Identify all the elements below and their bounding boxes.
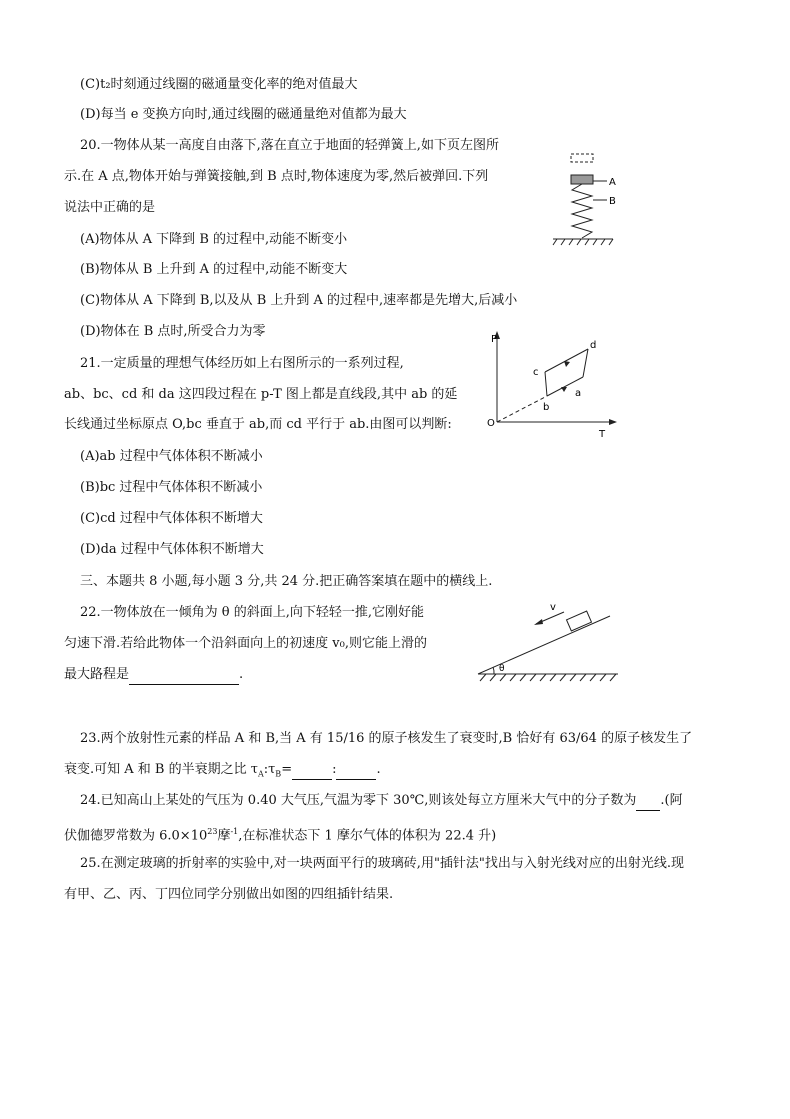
- q20-option-a: (A)物体从 A 下降到 B 的过程中,动能不断变小: [80, 232, 348, 247]
- q20-option-c: (C)物体从 A 下降到 B,以及从 B 上升到 A 的过程中,速率都是先增大,后减小: [80, 293, 518, 308]
- origin-label: O: [487, 418, 495, 429]
- q22-stem-line3: [64, 666, 243, 685]
- segment-cd: [545, 349, 588, 372]
- q25-stem-line1: 25.在测定玻璃的折射率的实验中,对一块两面平行的玻璃砖,用"插针法"找出与入射光线对应的出射光线.现: [80, 856, 685, 871]
- t-axis-arrow-icon: [609, 419, 617, 425]
- object-block: [571, 175, 593, 184]
- avogadro-unit: 摩: [217, 828, 231, 844]
- q22-end: .: [239, 667, 244, 682]
- q21-stem-line3: 长线通过坐标原点 O,bc 垂直于 ab,而 cd 平行于 ab.由图可以判断:: [64, 417, 452, 432]
- tau-b-symbol: :τ: [263, 762, 276, 777]
- q20-stem-line1: 20.一物体从某一高度自由落下,落在直立于地面的轻弹簧上,如下页左图所: [80, 138, 499, 153]
- spring-coil: [572, 184, 592, 238]
- molar-volume-text: ,在标准状态下 1 摩尔气体的体积为 22.4 升): [238, 828, 497, 844]
- q23-stem-text: 衰变.可知 A 和 B 的半衰期之比 τ: [64, 762, 258, 777]
- point-c-label: c: [533, 367, 539, 378]
- q19-option-c: (C)t₂时刻通过线圈的磁通量变化率的绝对值最大: [80, 77, 358, 92]
- block: [567, 611, 592, 631]
- incline-surface: [478, 616, 610, 674]
- label-b: B: [609, 196, 616, 207]
- arrow-cd-icon: [564, 361, 570, 367]
- avogadro-exponent: 23: [207, 827, 218, 836]
- ground-hatch: [553, 239, 613, 245]
- q23-answer-blank-2[interactable]: [336, 761, 376, 780]
- q21-option-d: (D)da 过程中气体体积不断增大: [80, 542, 264, 557]
- q24-stem-line1: [80, 792, 683, 811]
- q25-stem-line2: 有甲、乙、丙、丁四位同学分别做出如图的四组插针结果.: [64, 887, 394, 902]
- q20-option-d: (D)物体在 B 点时,所受合力为零: [80, 324, 266, 339]
- q20-stem-line2: 示.在 A 点,物体开始与弹簧接触,到 B 点时,物体速度为零,然后被弹回.下列: [64, 169, 489, 184]
- t-axis-label: T: [599, 429, 606, 440]
- angle-arc: [493, 667, 494, 674]
- pt-diagram: [485, 328, 620, 443]
- drop-position-box: [571, 154, 593, 162]
- velocity-arrow-icon: [534, 619, 543, 625]
- q22-stem-line1: 22.一物体放在一倾角为 θ 的斜面上,向下轻轻一推,它刚好能: [80, 605, 425, 620]
- angle-theta-label: θ: [499, 664, 505, 674]
- label-a: A: [609, 177, 616, 188]
- tau-b-subscript: B: [275, 769, 282, 779]
- equals-sign: =: [281, 762, 293, 777]
- q24-stem-text: 24.已知高山上某处的气压为 0.40 大气压,气温为零下 30℃,则该处每立方厘米大气中的分子数为: [80, 793, 637, 808]
- q21-stem-line1: 21.一定质量的理想气体经历如上右图所示的一系列过程,: [80, 356, 404, 371]
- avogadro-text: 伏伽德罗常数为 6.0×10: [64, 828, 208, 844]
- incline-diagram: [472, 596, 622, 686]
- q22-stem-line2: 匀速下滑.若给此物体一个沿斜面向上的初速度 v₀,则它能上滑的: [64, 636, 427, 651]
- point-a-label: a: [575, 388, 582, 399]
- point-d-label: d: [590, 340, 597, 351]
- q21-stem-line2: ab、bc、cd 和 da 这四段过程在 p-T 图上都是直线段,其中 ab 的延: [64, 387, 458, 402]
- p-axis-label: P: [491, 334, 498, 345]
- q24-stem-line2: [64, 823, 496, 845]
- section-3-heading: 三、本题共 8 小题,每小题 3 分,共 24 分.把正确答案填在题中的横线上.: [80, 574, 493, 589]
- q22-answer-blank[interactable]: [129, 666, 239, 685]
- q23-stem-line1: 23.两个放射性元素的样品 A 和 B,当 A 有 15/16 的原子核发生了衰变时,B 恰好有 63/64 的原子核发生了: [80, 731, 693, 746]
- q21-option-c: (C)cd 过程中气体体积不断增大: [80, 511, 263, 526]
- q23-end: .: [376, 762, 381, 777]
- q20-stem-line3: 说法中正确的是: [64, 200, 156, 215]
- q24-answer-blank[interactable]: [636, 792, 660, 811]
- q23-stem-line2: [64, 761, 381, 784]
- ratio-colon: :: [332, 762, 337, 777]
- q19-option-d: (D)每当 e 变换方向时,通过线圈的磁通量绝对值都为最大: [80, 107, 407, 122]
- unit-exponent: -1: [230, 827, 239, 836]
- q22-stem-label: 最大路程是: [64, 667, 130, 682]
- segment-bc: [545, 372, 547, 396]
- ground-hatch: [480, 674, 616, 681]
- q20-option-b: (B)物体从 B 上升到 A 的过程中,动能不断变大: [80, 262, 348, 277]
- ab-extension-dashed: [497, 396, 550, 422]
- segment-ad: [583, 349, 588, 377]
- arrow-ab-icon: [561, 387, 567, 392]
- velocity-label: v: [550, 602, 556, 613]
- q21-option-b: (B)bc 过程中气体体积不断减小: [80, 480, 263, 495]
- spring-diagram: [545, 145, 635, 255]
- tau-a-subscript: A: [257, 769, 264, 779]
- q23-answer-blank-1[interactable]: [292, 761, 332, 780]
- q21-option-a: (A)ab 过程中气体体积不断减小: [80, 449, 263, 464]
- q24-stem-end: .(阿: [660, 793, 683, 808]
- point-b-label: b: [543, 402, 550, 413]
